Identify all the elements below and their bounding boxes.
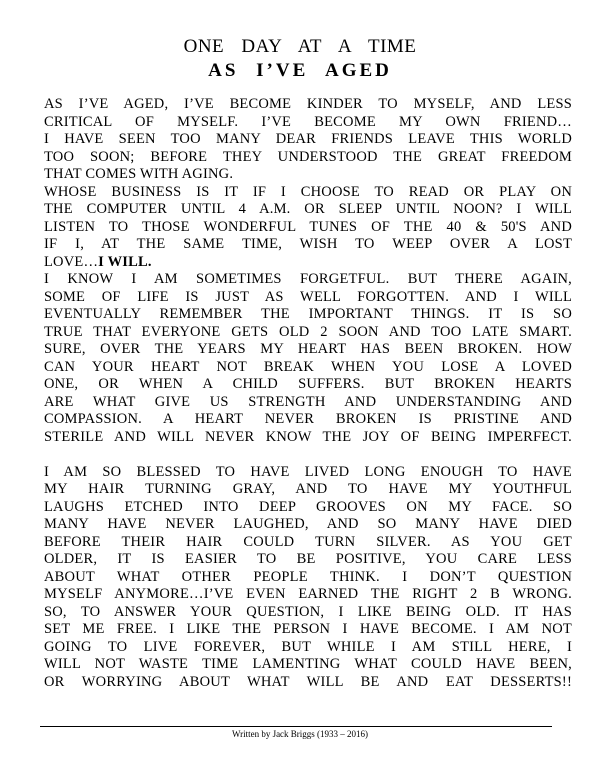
poem-line: I AM SO BLESSED TO HAVE LIVED LONG ENOUGH TO HAVE [44, 463, 572, 480]
poem-line: COMPASSION. A HEART NEVER BROKEN IS PRISTINE AND [44, 411, 572, 427]
poem-line: MY HAIR TURNING GRAY, AND TO HAVE MY YOUTHFUL [44, 481, 572, 497]
poem-line: SET ME FREE. I LIKE THE PERSON I HAVE BECOME. I AM NOT [44, 621, 572, 637]
poem-line: GOING TO LIVE FOREVER, BUT WHILE I AM STILL HERE, I [44, 638, 572, 655]
footer-divider [40, 726, 552, 727]
love-prefix: LOVE… [44, 253, 99, 270]
poem-line: WILL NOT WASTE TIME LAMENTING WHAT COULD HAVE BEEN, [44, 656, 572, 672]
poem-line: OLDER, IT IS EASIER TO BE POSITIVE, YOU CARE LESS [44, 551, 572, 567]
poem-line: I KNOW I AM SOMETIMES FORGETFUL. BUT THERE AGAIN, [44, 271, 572, 287]
poem-line: LAUGHS ETCHED INTO DEEP GROOVES ON MY FACE. SO [44, 498, 572, 515]
poem-line: EVENTUALLY REMEMBER THE IMPORTANT THINGS. IT IS SO [44, 306, 572, 322]
poem-line: MANY HAVE NEVER LAUGHED, AND SO MANY HAVE DIED [44, 516, 572, 532]
poem-line: THAT COMES WITH AGING. [44, 166, 234, 182]
poem-line: WHOSE BUSINESS IS IT IF I CHOOSE TO READ OR PLAY ON [44, 183, 572, 200]
poem-line: ABOUT WHAT OTHER PEOPLE THINK. I DON’T QUESTION [44, 568, 572, 585]
poem-line: SO, TO ANSWER YOUR QUESTION, I LIKE BEING OLD. IT HAS [44, 603, 572, 620]
poem-line: TOO SOON; BEFORE THEY UNDERSTOOD THE GREAT FREEDOM [44, 148, 572, 165]
poem-body [44, 96, 572, 691]
poem-line: STERILE AND WILL NEVER KNOW THE JOY OF BEING IMPERFECT. [44, 428, 572, 445]
author-credit: Written by Jack Briggs (1933 – 2016) [231, 729, 369, 739]
poem-line: OR WORRYING ABOUT WHAT WILL BE AND EAT DESSERTS!! [44, 673, 572, 690]
page-subtitle: AS I’VE AGED [208, 60, 392, 81]
poem-line: MYSELF ANYMORE…I’VE EVEN EARNED THE RIGHT 2 B WRONG. [44, 586, 572, 602]
poem-line: CRITICAL OF MYSELF. I’VE BECOME MY OWN FRIEND… [44, 113, 572, 130]
love-emphasis: I WILL. [98, 253, 152, 270]
poem-line: THE COMPUTER UNTIL 4 A.M. OR SLEEP UNTIL NOON? I WILL [44, 201, 572, 217]
paragraph-gap [44, 446, 572, 464]
poem-line: LISTEN TO THOSE WONDERFUL TUNES OF THE 40 & 50'S AND [44, 218, 572, 235]
poem-line-love [44, 254, 572, 272]
poem-line: ARE WHAT GIVE US STRENGTH AND UNDERSTANDING AND [44, 393, 572, 410]
poem-line: SURE, OVER THE YEARS MY HEART HAS BEEN BROKEN. HOW [44, 341, 572, 357]
poem-line: AS I’VE AGED, I’VE BECOME KINDER TO MYSELF, AND LESS [44, 96, 572, 112]
poem-line: IF I, AT THE SAME TIME, WISH TO WEEP OVER A LOST [44, 236, 572, 252]
poem-line: I HAVE SEEN TOO MANY DEAR FRIENDS LEAVE THIS WORLD [44, 131, 572, 147]
page-title: ONE DAY AT A TIME [183, 36, 417, 57]
poem-line: BEFORE THEIR HAIR COULD TURN SILVER. AS YOU GET [44, 533, 572, 550]
poem-line: TRUE THAT EVERYONE GETS OLD 2 SOON AND TOO LATE SMART. [44, 323, 572, 340]
poem-line: ONE, OR WHEN A CHILD SUFFERS. BUT BROKEN HEARTS [44, 376, 572, 392]
poem-line: CAN YOUR HEART NOT BREAK WHEN YOU LOSE A LOVED [44, 358, 572, 375]
poem-line: SOME OF LIFE IS JUST AS WELL FORGOTTEN. AND I WILL [44, 288, 572, 305]
